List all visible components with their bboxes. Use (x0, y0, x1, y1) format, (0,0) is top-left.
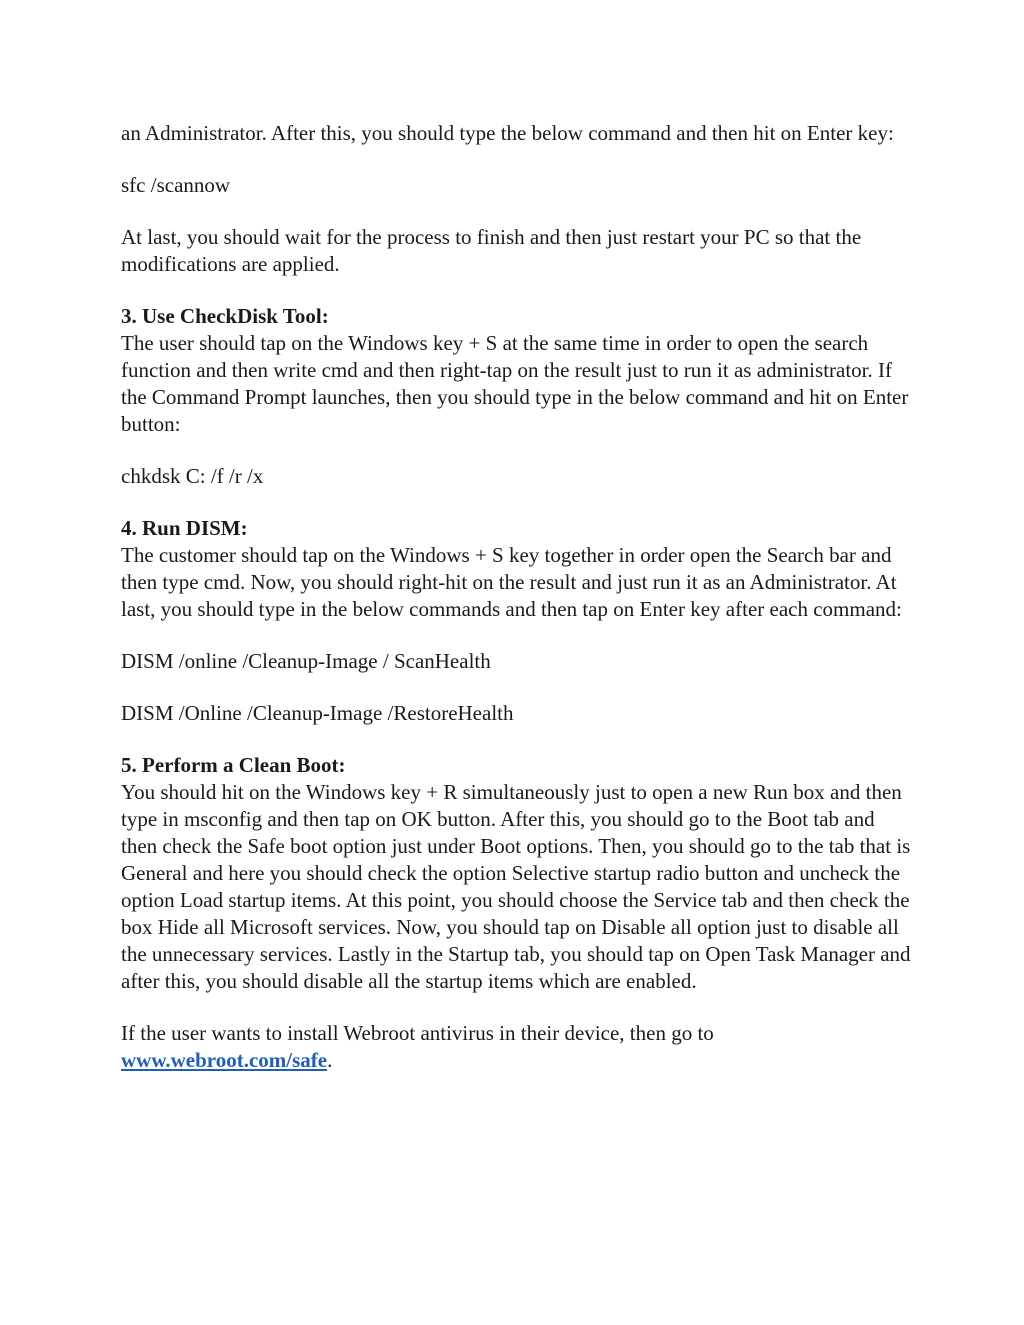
paragraph-restart: At last, you should wait for the process to finish and then just restart your PC so that the modifications are applied. (121, 225, 862, 276)
section-body-clean-boot: You should hit on the Windows key + R simultaneously just to open a new Run box and then type in msconfig and then tap on OK button. After this, you should go to the Boot tab and then check the Safe boot option just under Boot options. Then, you should go to the tab that is General and here you should check the option Selective startup radio button and uncheck the option Load startup items. At this point, you should choose the Service tab and then check the box Hide all Microsoft services. Now, you should tap on Disable all option just to disable all the unnecessary services. Lastly in the Startup tab, you should tap on Open Task Manager and after this, you should disable all the startup items which are enabled. (121, 780, 911, 993)
install-text: If the user wants to install Webroot antivirus in their device, then go to (121, 1021, 714, 1045)
command-dism-scanhealth: DISM /online /Cleanup-Image / ScanHealth (121, 649, 491, 673)
document-page (121, 120, 911, 1099)
section-heading-clean-boot: 5. Perform a Clean Boot: (121, 753, 346, 777)
section-body-dism: The customer should tap on the Windows + S key together in order open the Search bar and then type cmd. Now, you should right-hit on the result and just run it as an Administrator. At last, you should type in the below commands and then tap on Enter key after each command: (121, 543, 902, 621)
section-body-checkdisk: The user should tap on the Windows key + S at the same time in order to open the search function and then write cmd and then right-tap on the result just to run it as administrator. If the Command Prompt launches, then you should type in the below command and hit on Enter button: (121, 331, 909, 436)
section-checkdisk (121, 303, 911, 438)
section-clean-boot (121, 752, 911, 995)
paragraph-install (121, 1020, 911, 1074)
paragraph-intro: an Administrator. After this, you should type the below command and then hit on Enter key: (121, 121, 894, 145)
section-heading-checkdisk: 3. Use CheckDisk Tool: (121, 304, 329, 328)
command-chkdsk: chkdsk C: /f /r /x (121, 464, 264, 488)
section-dism (121, 515, 911, 623)
command-sfc: sfc /scannow (121, 173, 231, 197)
webroot-link[interactable]: www.webroot.com/safe (121, 1048, 328, 1072)
command-dism-restorehealth: DISM /Online /Cleanup-Image /RestoreHealth (121, 701, 514, 725)
install-period: . (327, 1048, 333, 1072)
section-heading-dism: 4. Run DISM: (121, 516, 248, 540)
